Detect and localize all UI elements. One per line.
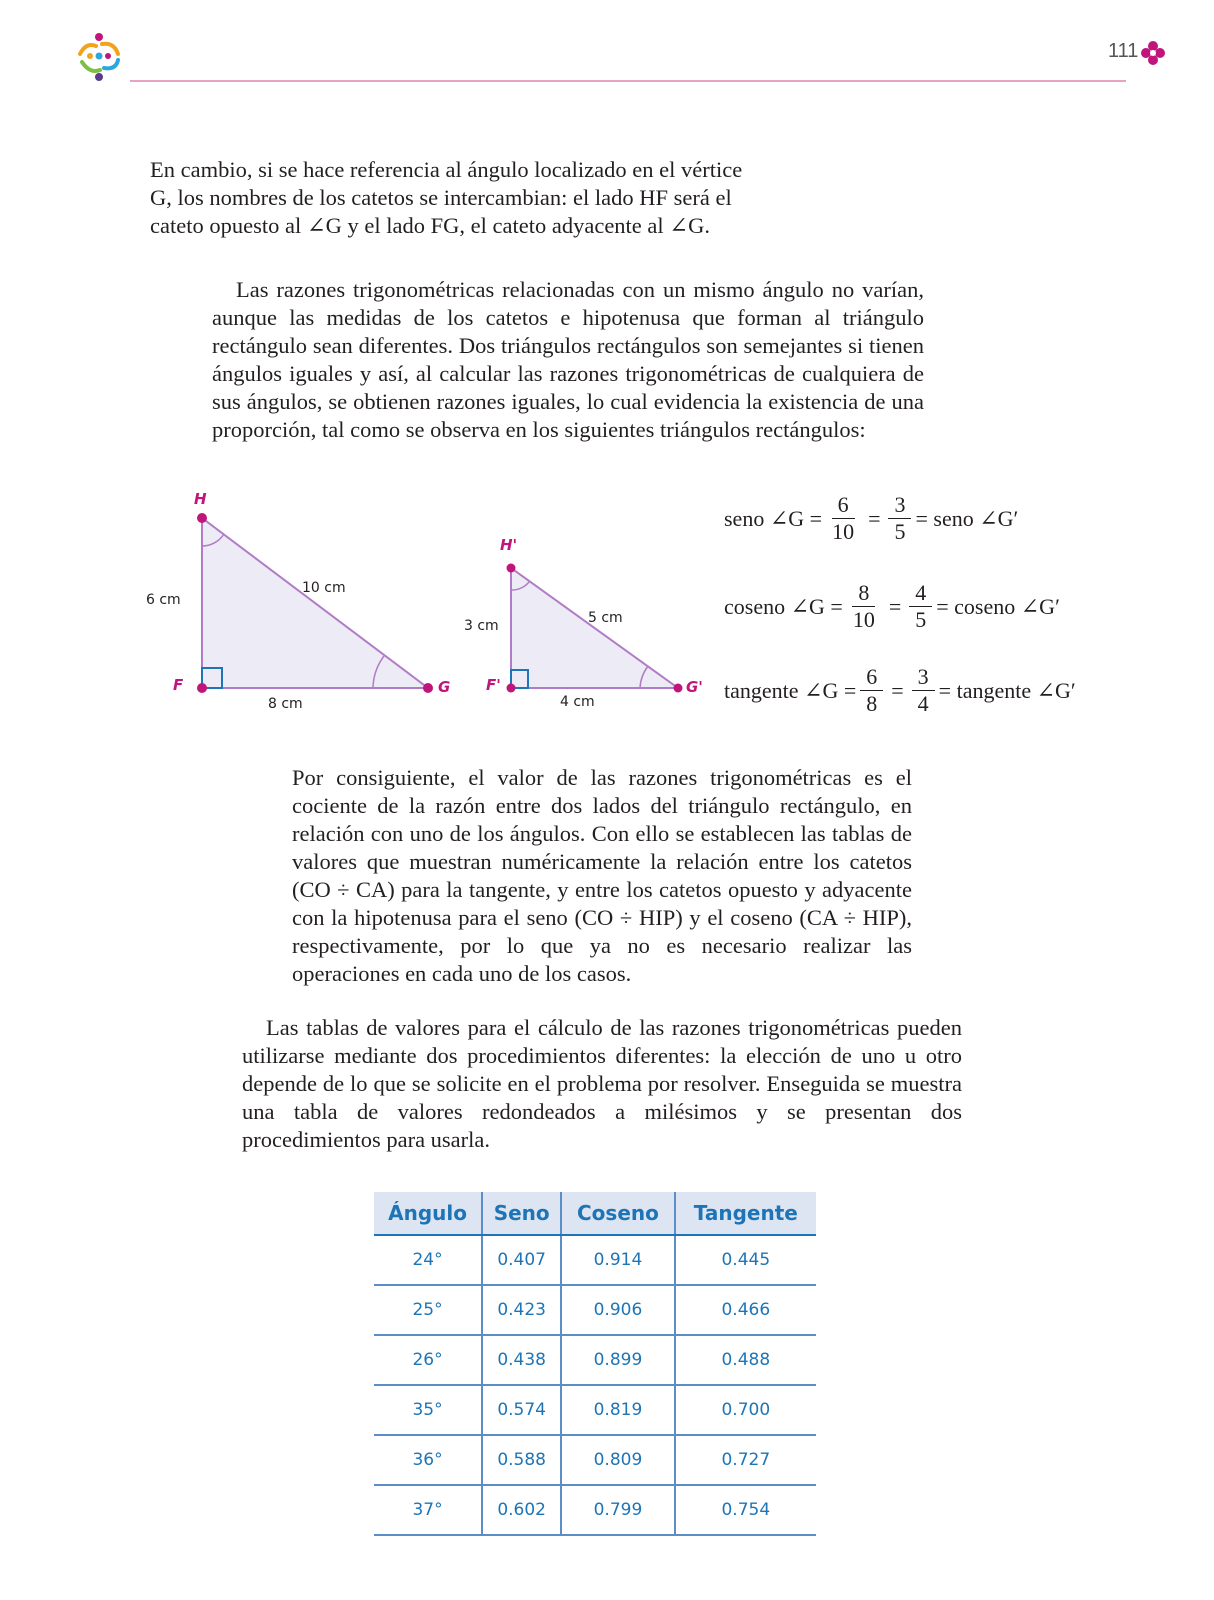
fraction-denominator: 10 (832, 519, 855, 544)
cell-seno: 0.407 (482, 1235, 561, 1285)
equation-seno: seno ∠G = $\frac{6}{10}$ = $\frac{3}{5}$ = seno ∠G′ (724, 492, 1019, 544)
cell-angle: 37° (374, 1485, 482, 1535)
header-tangente: Tangente (675, 1192, 816, 1235)
equation-coseno-rhs: = coseno ∠G′ (936, 593, 1060, 619)
paragraph-1-text: En cambio, si se hace referencia al ángulo localizado en el vértice G, los nombres de los catetos se intercambian: el lado HF será el cateto opuesto al ∠G y el lado FG, el cateto adyacente al ∠G. (150, 157, 743, 238)
label-f: F (173, 676, 184, 694)
cell-tangente: 0.754 (675, 1485, 816, 1535)
equation-tangente-rhs: = tangente ∠G′ (938, 677, 1076, 703)
label-side-hg: 10 cm (302, 580, 346, 596)
cell-seno: 0.438 (482, 1335, 561, 1385)
header-coseno: Coseno (561, 1192, 674, 1235)
cell-seno: 0.423 (482, 1285, 561, 1335)
label-side-fg: 8 cm (268, 696, 303, 712)
label-hprime: H' (500, 536, 518, 554)
fraction-numerator: 3 (912, 664, 935, 691)
cell-tangente: 0.488 (675, 1335, 816, 1385)
cell-angle: 35° (374, 1385, 482, 1435)
label-side-hf: 6 cm (146, 592, 181, 608)
paragraph-4-text: Las tablas de valores para el cálculo de las razones trigonométricas pueden utilizarse mediante dos procedimientos diferentes: la elección de uno u otro depende de lo que se solicite en el problema por resolver. Enseguida se muestra una tabla de valores redondeados a milésimos y se presentan dos procedimientos para usarla. (242, 1015, 962, 1152)
table-row (374, 1335, 816, 1385)
label-side-hgprime: 5 cm (588, 610, 623, 626)
fraction-numerator: 6 (832, 492, 855, 519)
paragraph-3 (292, 764, 912, 988)
equation-tangente-lhs: tangente ∠G = (724, 677, 857, 703)
fraction-denominator: 10 (852, 607, 875, 632)
header-angulo: Ángulo (374, 1192, 482, 1235)
cell-tangente: 0.466 (675, 1285, 816, 1335)
cell-angle: 26° (374, 1335, 482, 1385)
triangle-hprime-diagram (460, 530, 730, 720)
fraction-numerator: 4 (909, 580, 932, 607)
paragraph-1 (150, 156, 750, 240)
cell-coseno: 0.809 (561, 1435, 674, 1485)
triangle-hprime (511, 568, 678, 688)
label-gprime: G' (686, 678, 703, 696)
triangle-hfg-diagram (140, 482, 470, 722)
label-side-hfprime: 3 cm (464, 618, 499, 634)
cell-coseno: 0.819 (561, 1385, 674, 1435)
paragraph-2-text: Las razones trigonométricas relacionadas con un mismo ángulo no varían, aunque las medidas de los catetos e hipotenusa que forman al triángulo rectángulo sean diferentes. Dos triángulos rectángulos son semejantes si tienen ángulos iguales y así, al calcular las razones trigonométricas de cualquiera de sus ángulos, se obtienen razones iguales, lo cual evidencia la existencia de una proporción, tal como se observa en los siguientes triángulos rectángulos: (212, 277, 924, 442)
label-fprime: F' (486, 676, 501, 694)
equation-seno-rhs: = seno ∠G′ (915, 505, 1019, 531)
cell-tangente: 0.700 (675, 1385, 816, 1435)
equation-seno-lhs: seno ∠G = (724, 505, 823, 531)
vertex-h-dot (197, 513, 207, 523)
cell-tangente: 0.445 (675, 1235, 816, 1285)
table-header-row (374, 1192, 816, 1235)
cell-seno: 0.574 (482, 1385, 561, 1435)
table-row (374, 1385, 816, 1435)
fraction-numerator: 8 (852, 580, 875, 607)
label-g: G (438, 678, 451, 696)
equation-coseno: coseno ∠G = $\frac{8}{10}$ = $\frac{4}{5}$ = coseno ∠G′ (724, 580, 1060, 632)
fraction-numerator: 6 (860, 664, 883, 691)
vertex-f-dot (197, 683, 207, 693)
page-number: 111 (1108, 40, 1139, 62)
cell-coseno: 0.906 (561, 1285, 674, 1335)
cell-angle: 25° (374, 1285, 482, 1335)
header-rule (130, 80, 1126, 82)
equation-tangente: tangente ∠G = $\frac{6}{8}$ = $\frac{3}{4}$ = tangente ∠G′ (724, 664, 1076, 716)
cell-angle: 24° (374, 1235, 482, 1285)
vertex-gprime-dot (674, 684, 683, 693)
equation-coseno-lhs: coseno ∠G = (724, 593, 843, 619)
vertex-g-dot (423, 683, 433, 693)
vertex-fprime-dot (507, 684, 516, 693)
table-row (374, 1285, 816, 1335)
flower-icon (1140, 40, 1166, 68)
paragraph-3-text: Por consiguiente, el valor de las razones trigonométricas es el cociente de la razón entre dos lados del triángulo rectángulo, en relación con uno de los ángulos. Con ello se establecen las tablas de valores que muestran numéricamente la relación entre los catetos (CO ÷ CA) para la tangente, y entre los catetos opuesto y adyacente con la hipotenusa para el seno (CO ÷ HIP) y el coseno (CA ÷ HIP), respectivamente, por lo que ya no es necesario realizar las operaciones en cada uno de los casos. (292, 765, 912, 986)
cell-coseno: 0.799 (561, 1485, 674, 1535)
cell-tangente: 0.727 (675, 1435, 816, 1485)
cell-coseno: 0.899 (561, 1335, 674, 1385)
table-row (374, 1235, 816, 1285)
logo-icon (72, 32, 126, 82)
fraction-denominator: 5 (915, 607, 927, 632)
triangle-hfg (202, 518, 428, 688)
cell-seno: 0.602 (482, 1485, 561, 1535)
trig-values-table (374, 1192, 816, 1536)
table-row (374, 1485, 816, 1535)
fraction-denominator: 5 (894, 519, 906, 544)
cell-coseno: 0.914 (561, 1235, 674, 1285)
vertex-hprime-dot (507, 564, 516, 573)
fraction-denominator: 8 (866, 691, 878, 716)
fraction-numerator: 3 (888, 492, 911, 519)
cell-angle: 36° (374, 1435, 482, 1485)
paragraph-2 (212, 276, 924, 444)
table-row (374, 1435, 816, 1485)
cell-seno: 0.588 (482, 1435, 561, 1485)
header-seno: Seno (482, 1192, 561, 1235)
label-side-fgprime: 4 cm (560, 694, 595, 710)
fraction-denominator: 4 (917, 691, 929, 716)
label-h: H (194, 490, 207, 508)
paragraph-4 (242, 1014, 962, 1154)
